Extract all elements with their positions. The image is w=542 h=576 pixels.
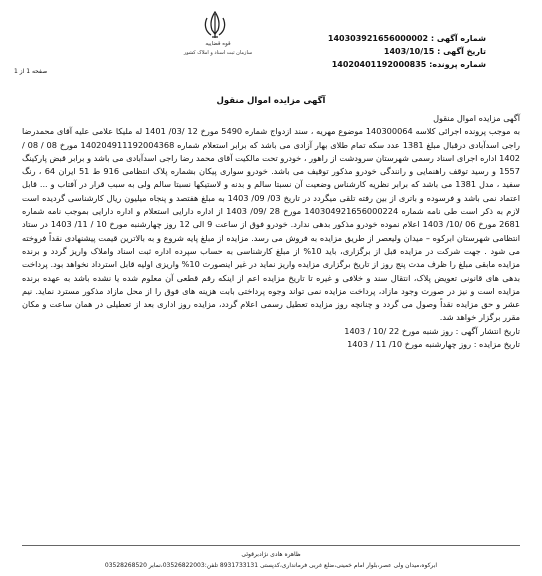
document-body [22,112,520,351]
footer [22,549,520,571]
ad-date-label: تاریخ آگهی : [437,47,486,56]
ad-date-value: 1403/10/15 [383,47,435,56]
footer-divider [22,545,520,546]
case-number-label: شماره پرونده: [429,60,486,69]
ad-number-label: شماره آگهی : [430,34,486,43]
page-count: صفحه 1 از 1 [14,68,48,75]
case-number-value: 14020401192000835 [331,60,427,69]
auction-date-line: تاریخ مزایده : روز چهارشنبه مورخ 10/ 11 / 1403 [347,339,520,350]
footer-address: ابرکوه،میدان ولی عصر،بلوار امام خمینی،ضلع غربی فرمانداری،کدپستی 8931733131 تلفن:03526822003،نمابر 03528268520 [104,562,438,569]
publish-date-line: تاریخ انتشار آگهی : روز شنبه مورخ 22 /10 / 1403 [344,325,520,336]
signature: ظاهره هادی نژادبرقوئی [241,551,301,558]
organization-block [178,40,258,58]
case-number-row [328,58,486,71]
document-title: آگهی مزایده اموال منقول [216,96,326,106]
iran-emblem-icon [198,8,232,42]
body-intro: آگهی مزایده اموال منقول [433,113,520,123]
ad-date-row [328,45,486,58]
ad-number-row [328,32,486,45]
organization-name: قوه قضاییه [205,41,231,47]
ad-metadata [328,32,486,71]
organization-subtitle: سازمان ثبت اسناد و املاک کشور [183,50,253,56]
ad-number-value: 140303921656000002 [327,34,429,43]
body-text: به موجب پرونده اجرائی کلاسه 140300064 موضوع مهریه ، سند ازدواج شماره 5490 مورخ 12 /03/ 1401 له ملیکا علامی علیه آقای محمدرضا راجی اسدآبادی درقبال مبلغ 1381 عدد سکه تمام طلای بهار آزادی می باشد که برابر استعلام شماره 140204911192004368 مورخ 08 / 08 / 1402 اداره اجرای اسناد رسمی شهرستان سرودشت از راهور ، خودرو تحت مالکیت آقای محمد رضا راجی اسدآبادی می باشد و برابر قبض پارکینگ 1557 و رسید توقف راهنمایی و رانندگی خودرو مذکور توقیف می باشد. خودرو سواری پیکان بشماره پلاک انتظامی 916 ط 51 ایران 64 ، رنگ سفید ، مدل 1381 می باشد که برابر نظریه کارشناس وضعیت آن نسبتا سالم و بدنه و لاستیکها نسبتا سالم ولی به سبب قرار در آفتاب و ... قابل اعتماد نمی باشد و فرسوده و باتری از بین رفته تلقی میگردد در تاریخ 03/ 09/ 1403 به مبلغ هفتصد و پنجاه میلیون ریال کارشناسی گردیده است لازم به ذکر است طی نامه شماره 140304921656000224 مورخ 28 /09/ 1403 از اداره دارایی استعلام و اداره دارایی بموجب نامه شماره 2681 مورخ 06 /10/ 1403 اعلام نموده خودرو مذکور بدهی ندارد. خودرو فوق از ساعت 9 الی 12 روز چهارشنبه مورخ 10 / 11/ 1403 در ستاد انتظامی شهرستان ابرکوه – میدان ولیعصر از طریق مزایده به فروش می رسد. مزایده از مبلغ پایه شروع و به بالاترین قیمت پیشنهادی نقداً فروخته می شود . جهت شرکت در مزایده قبل از برگزاری، باید 10% از مبلغ کارشناسی به حساب سپرده اداره ثبت اسناد واملاک واریز گردد و برنده مزایده مابقی مبلغ را ظرف مدت پنج روز از تاریخ برگزاری مزایده واریز نماید در غیر اینصورت 10% واریزی اولیه قابل استرداد نخواهد بود. پرداخت بدهی های قانونی تعویض پلاک، انتقال سند و خلافی و غیره تا تاریخ مزایده اعم از اینکه رقم قطعی آن معلوم شده یا نشده باشد به عهده برنده مزایده است و نیز در صورت وجود مازاد، پرداخت مزایده نمی تواند وجوه پرداختی بابت هزینه های فوق را از محل مازاد مذکور مسترد نماید. نیم عشر و حق مزایده نقداً وصول می گردد و چنانچه روز مزایده تعطیل رسمی اعلام گردد، مزایده روز اداری بعد از تعطیلی در همان ساعت و مکان مقرر برگزار خواهد شد. [22,126,521,323]
